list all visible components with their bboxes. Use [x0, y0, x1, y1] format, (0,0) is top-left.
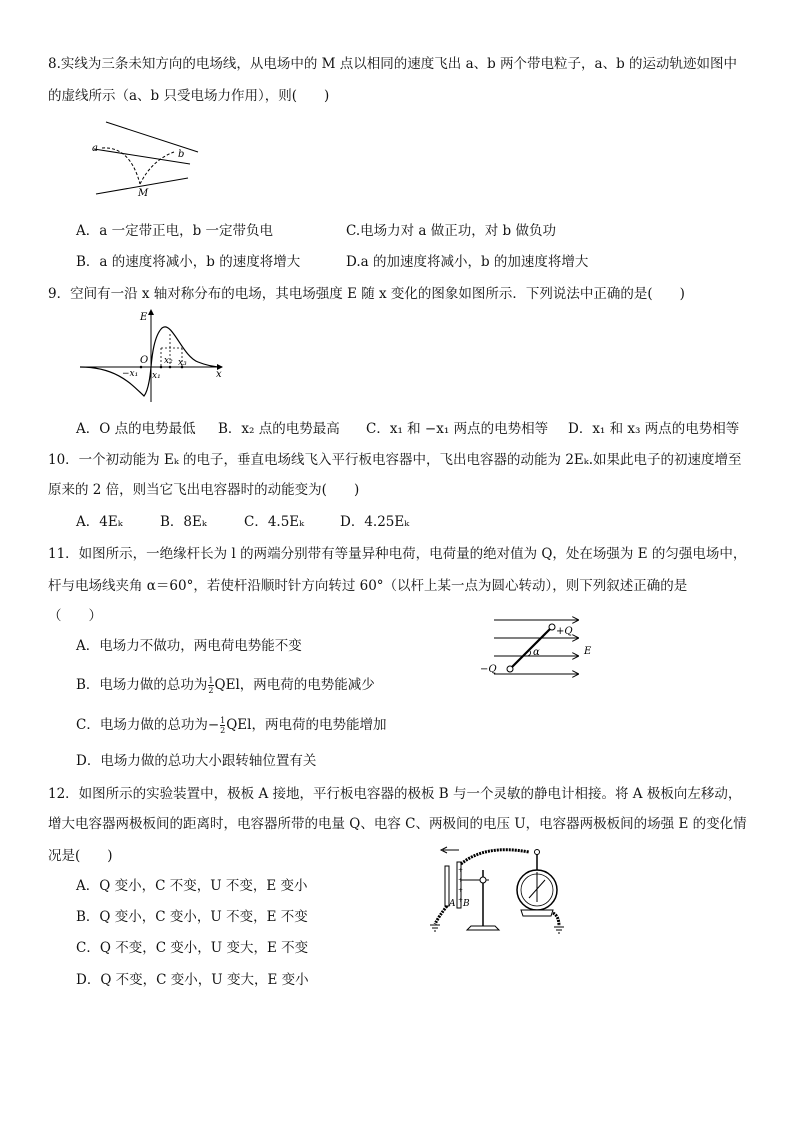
- q10-option-c[interactable]: C．4.5Eₖ: [244, 514, 305, 530]
- label-x: x: [216, 369, 222, 380]
- fraction-one-half: [208, 676, 213, 695]
- fraction-one-half: [220, 716, 225, 735]
- q9-stem: 9．空间有一沿 x 轴对称分布的电场，其电场强度 E 随 x 变化的图象如图所示．下列说法中正确的是( ): [48, 286, 685, 302]
- q11-option-c-text-post: QEl，两电荷的电势能增加: [226, 717, 387, 733]
- q12-option-a[interactable]: A．Q 变小，C 不变，U 不变，E 变小: [76, 878, 308, 894]
- q11-stem-line1: 11．如图所示，一绝缘杆长为 l 的两端分别带有等量异种电荷，电荷量的绝对值为 Q，处在场强为 E 的匀强电场中，: [48, 546, 747, 562]
- positive-charge: [549, 624, 555, 630]
- q8-stem-line2: 的虚线所示（a、b 只受电场力作用），则( ): [48, 88, 330, 104]
- svg-text:+: +: [458, 897, 464, 904]
- label-x3: x₃: [178, 358, 187, 368]
- q11-option-a[interactable]: A．电场力不做功，两电荷电势能不变: [76, 638, 302, 654]
- fraction-denominator: 2: [208, 686, 214, 695]
- q9-option-d[interactable]: D．x₁ 和 x₃ 两点的电势相等: [568, 421, 740, 437]
- q12-option-c[interactable]: C．Q 不变，C 变小，U 变大，E 不变: [76, 940, 309, 956]
- q12-stem-line2: 增大电容器两极板间的距离时，电容器所带的电量 Q、电容 C、两极间的电压 U，电容器两极板间的场强 E 的变化情: [48, 816, 747, 832]
- label-a: a: [92, 143, 98, 154]
- q9-option-a[interactable]: A．O 点的电势最低: [76, 421, 196, 437]
- q10-option-d[interactable]: D．4.25Eₖ: [340, 514, 410, 530]
- q11-stem-line2: 杆与电场线夹角 α＝60°，若使杆沿顺时针方向转过 60°（以杆上某一点为圆心转动），则下列叙述正确的是: [48, 578, 688, 594]
- label-x1: x₁: [152, 371, 161, 381]
- q8-stem-line1: 8.实线为三条未知方向的电场线，从电场中的 M 点以相同的速度飞出 a、b 两个带电粒子，a、b 的运动轨迹如图中: [48, 56, 738, 72]
- q8-option-b[interactable]: B．a 的速度将减小，b 的速度将增大: [76, 254, 301, 270]
- q11-stem-line3: （ ）: [48, 608, 102, 624]
- q10-option-b[interactable]: B．8Eₖ: [160, 514, 207, 530]
- label-M: M: [138, 188, 149, 199]
- q11-option-b[interactable]: [76, 676, 375, 695]
- q12-stem-line1: 12．如图所示的实验装置中，极板 A 接地，平行板电容器的极板 B 与一个灵敏的静电计相接。将 A 极板向左移动，: [48, 786, 742, 802]
- q11-rod-figure: [478, 612, 598, 692]
- q12-stem-line3: 况是( ): [48, 848, 113, 864]
- plate-B-charges: +: [458, 867, 464, 874]
- label-E: E: [140, 312, 148, 323]
- q12-option-b[interactable]: B．Q 变小，C 变小，U 不变，E 不变: [76, 909, 308, 925]
- q10-stem-line2: 原来的 2 倍，则当它飞出电容器时的动能变为( ): [48, 482, 360, 498]
- fraction-numerator: 1: [208, 676, 214, 685]
- label-A: A: [449, 899, 456, 909]
- negative-charge: [507, 666, 513, 672]
- svg-text:+: +: [458, 877, 464, 884]
- fraction-denominator: 2: [220, 726, 226, 735]
- q8-option-c[interactable]: C.电场力对 a 做正功，对 b 做负功: [346, 223, 556, 239]
- q11-option-c[interactable]: [76, 716, 386, 735]
- q9-e-x-graph: [78, 306, 228, 404]
- field-line-middle: [94, 149, 190, 164]
- label-minus-Q: −Q: [480, 664, 497, 675]
- ground-wire-A: [435, 906, 447, 924]
- stand-base: [467, 926, 499, 930]
- label-alpha: α: [533, 647, 540, 658]
- q11-option-c-text-pre: C．电场力做的总功为−: [76, 717, 220, 733]
- wire-B-to-electrometer: [461, 850, 529, 864]
- q10-option-a[interactable]: A．4Eₖ: [76, 514, 123, 530]
- label-b: b: [178, 149, 185, 160]
- q11-option-b-text-pre: B．电场力做的总功为: [76, 677, 208, 693]
- insulating-rod: [510, 627, 552, 669]
- label-B: B: [463, 899, 470, 909]
- svg-text:+: +: [458, 887, 464, 894]
- electrometer-base: [521, 910, 553, 916]
- q10-stem-line1: 10．一个初动能为 Eₖ 的电子，垂直电场线飞入平行板电容器中，飞出电容器的动能为 2Eₖ.如果此电子的初速度增至: [48, 452, 742, 468]
- q9-option-b[interactable]: B．x₂ 点的电势最高: [218, 421, 340, 437]
- q9-option-c[interactable]: C．x₁ 和 −x₁ 两点的电势相等: [366, 421, 549, 437]
- label-neg-x1: −x₁: [122, 369, 139, 379]
- label-E: E: [584, 646, 592, 657]
- q12-option-d[interactable]: D．Q 不变，C 变小，U 变大，E 变小: [76, 972, 309, 988]
- q8-field-line-figure: [88, 112, 208, 200]
- point-neg-x1: [140, 366, 143, 369]
- label-plus-Q: +Q: [556, 626, 573, 637]
- label-x2: x₂: [164, 356, 173, 366]
- q8-option-d[interactable]: D.a 的加速度将减小，b 的加速度将增大: [346, 254, 589, 270]
- point-x2: [169, 366, 172, 369]
- q8-option-a[interactable]: A．a 一定带正电，b 一定带负电: [76, 223, 274, 239]
- label-O: O: [140, 355, 149, 366]
- fraction-numerator: 1: [220, 716, 226, 725]
- ground-wire-electrometer: [553, 913, 559, 926]
- q11-option-b-text-post: QEl，两电荷的电势能减少: [214, 677, 375, 693]
- q12-apparatus-figure: [425, 840, 575, 936]
- point-x1: [160, 366, 163, 369]
- field-line-top: [106, 122, 198, 152]
- q11-option-d[interactable]: D．电场力做的总功大小跟转轴位置有关: [76, 753, 317, 769]
